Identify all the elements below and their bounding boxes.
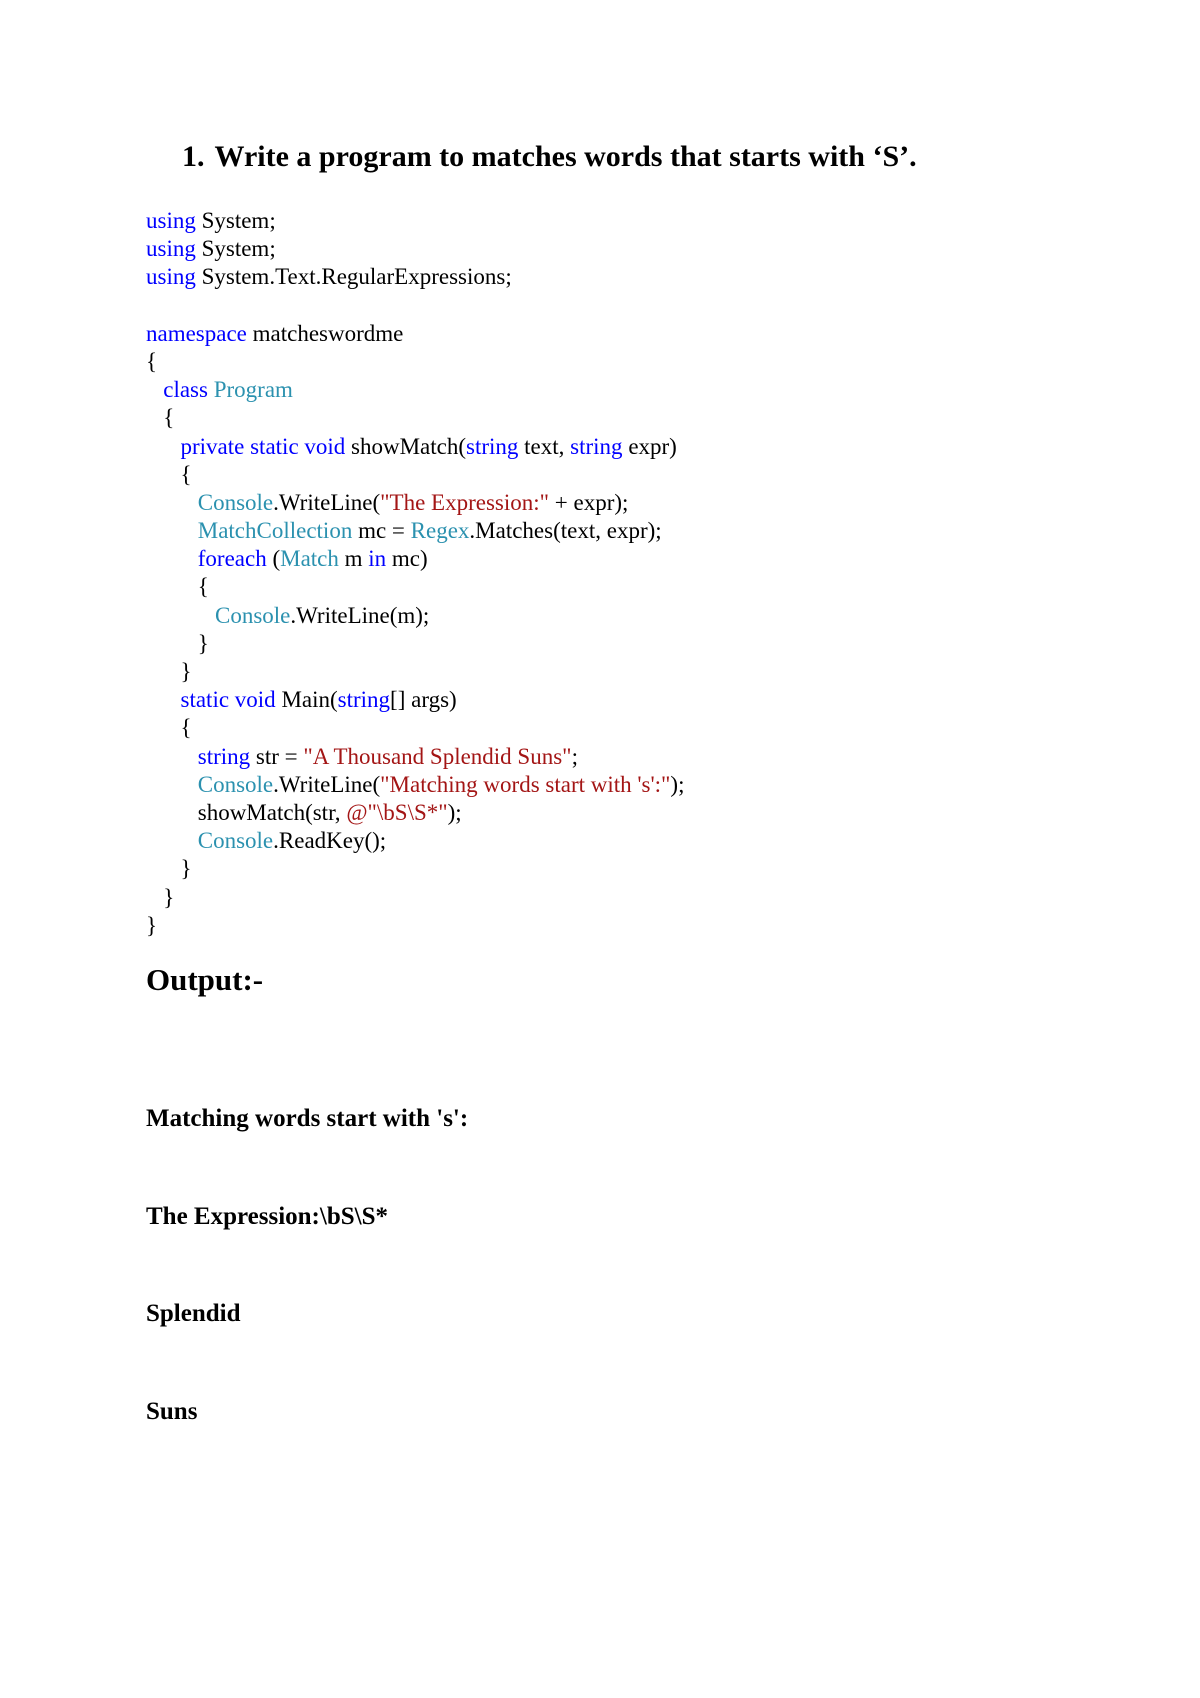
code-token [146, 687, 181, 712]
code-token: .WriteLine(m); [290, 602, 430, 628]
code-token: .ReadKey(); [273, 828, 387, 854]
code-token: string [337, 687, 391, 713]
code-token: Main( [275, 687, 338, 713]
code-line [146, 461, 684, 489]
code-token: } [146, 630, 209, 656]
code-line [146, 912, 684, 940]
code-line [146, 320, 684, 348]
code-token: Regex [410, 518, 470, 544]
output-block [146, 1038, 468, 1461]
code-token: private [180, 433, 245, 459]
question-number: 1. [182, 140, 205, 173]
code-token: } [146, 856, 192, 882]
code-token: Console [197, 771, 274, 797]
code-line [146, 714, 684, 742]
code-line [146, 348, 684, 376]
code-token: void [234, 687, 276, 713]
code-line [146, 658, 684, 686]
code-token: + expr); [549, 489, 629, 515]
code-token: { [146, 461, 192, 487]
code-token: } [146, 884, 175, 910]
output-title: Output:- [146, 962, 264, 997]
code-line [146, 771, 684, 799]
code-line [146, 827, 684, 855]
question-text: Write a program to matches words that starts with ‘S’. [214, 140, 917, 173]
code-token: showMatch( [345, 433, 467, 459]
code-line [146, 235, 684, 263]
code-line [146, 376, 684, 404]
code-token: using [146, 264, 196, 290]
code-block [146, 207, 684, 940]
output-line: Splendid [146, 1300, 241, 1327]
code-token: System.Text.RegularExpressions; [195, 264, 512, 290]
code-token: string [466, 433, 519, 459]
code-line [146, 433, 684, 461]
code-token: { [146, 574, 209, 600]
code-line [146, 602, 684, 630]
code-token: expr) [622, 433, 677, 459]
code-line [146, 573, 684, 601]
code-token: void [304, 433, 346, 459]
code-token: text, [518, 433, 571, 459]
output-line: Matching words start with 's': [146, 1105, 469, 1132]
code-line [146, 855, 684, 883]
code-token [146, 518, 198, 543]
code-token: Match [280, 546, 339, 572]
code-token: System; [195, 236, 276, 262]
code-token: .Matches(text, expr); [469, 518, 662, 544]
code-token: m [338, 546, 369, 572]
code-token: ); [670, 771, 685, 797]
code-token [146, 772, 198, 797]
code-token: Console [197, 828, 274, 854]
code-token: mc = [352, 518, 411, 544]
code-token: @"\bS\S*" [346, 799, 448, 825]
code-line [146, 292, 684, 320]
code-token: { [146, 715, 192, 741]
code-token: } [146, 912, 158, 938]
code-token: ; [571, 743, 578, 769]
code-token: Console [197, 489, 274, 515]
code-line [146, 799, 684, 827]
code-token [146, 377, 163, 402]
code-token: showMatch(str, [146, 799, 347, 825]
code-token [146, 434, 181, 459]
code-line [146, 743, 684, 771]
code-token: str = [250, 743, 304, 769]
code-token: { [146, 405, 175, 431]
code-token [146, 546, 198, 571]
code-token: string [197, 743, 251, 769]
code-token: matcheswordme [246, 320, 404, 346]
output-line: The Expression:\bS\S* [146, 1202, 388, 1230]
code-token: } [146, 659, 192, 684]
code-line [146, 489, 684, 517]
output-line: Suns [146, 1397, 198, 1425]
code-token: "A Thousand Splendid Suns" [303, 743, 572, 769]
code-line [146, 545, 684, 573]
code-line [146, 263, 684, 291]
question-heading [182, 140, 917, 174]
code-line [146, 630, 684, 658]
code-token: { [146, 348, 158, 374]
code-line [146, 517, 684, 545]
code-token: [] args) [390, 687, 457, 713]
code-token: MatchCollection [197, 518, 353, 544]
code-token: "Matching words start with 's':" [380, 771, 671, 797]
code-token: System; [195, 208, 276, 233]
code-token: using [146, 236, 196, 262]
code-token: ); [447, 799, 462, 825]
code-token: ( [266, 546, 281, 572]
code-token [146, 744, 198, 769]
code-token: static [180, 687, 230, 713]
code-token: using [146, 208, 196, 233]
code-token: .WriteLine( [273, 489, 381, 515]
code-token: mc) [386, 546, 428, 572]
code-line [146, 686, 684, 714]
code-token [146, 490, 198, 515]
code-line [146, 404, 684, 432]
code-line [146, 207, 684, 235]
code-token: .WriteLine( [273, 771, 381, 797]
code-token: Program [213, 377, 293, 403]
code-token: "The Expression:" [380, 489, 550, 515]
code-token [146, 828, 198, 853]
code-token: class [163, 377, 208, 403]
code-token [146, 603, 215, 628]
code-line [146, 884, 684, 912]
code-token: foreach [197, 546, 267, 572]
code-token: Console [215, 602, 291, 628]
code-token: string [570, 433, 623, 459]
code-token: namespace [146, 320, 247, 346]
code-token: in [368, 546, 387, 572]
code-token: static [250, 433, 299, 459]
